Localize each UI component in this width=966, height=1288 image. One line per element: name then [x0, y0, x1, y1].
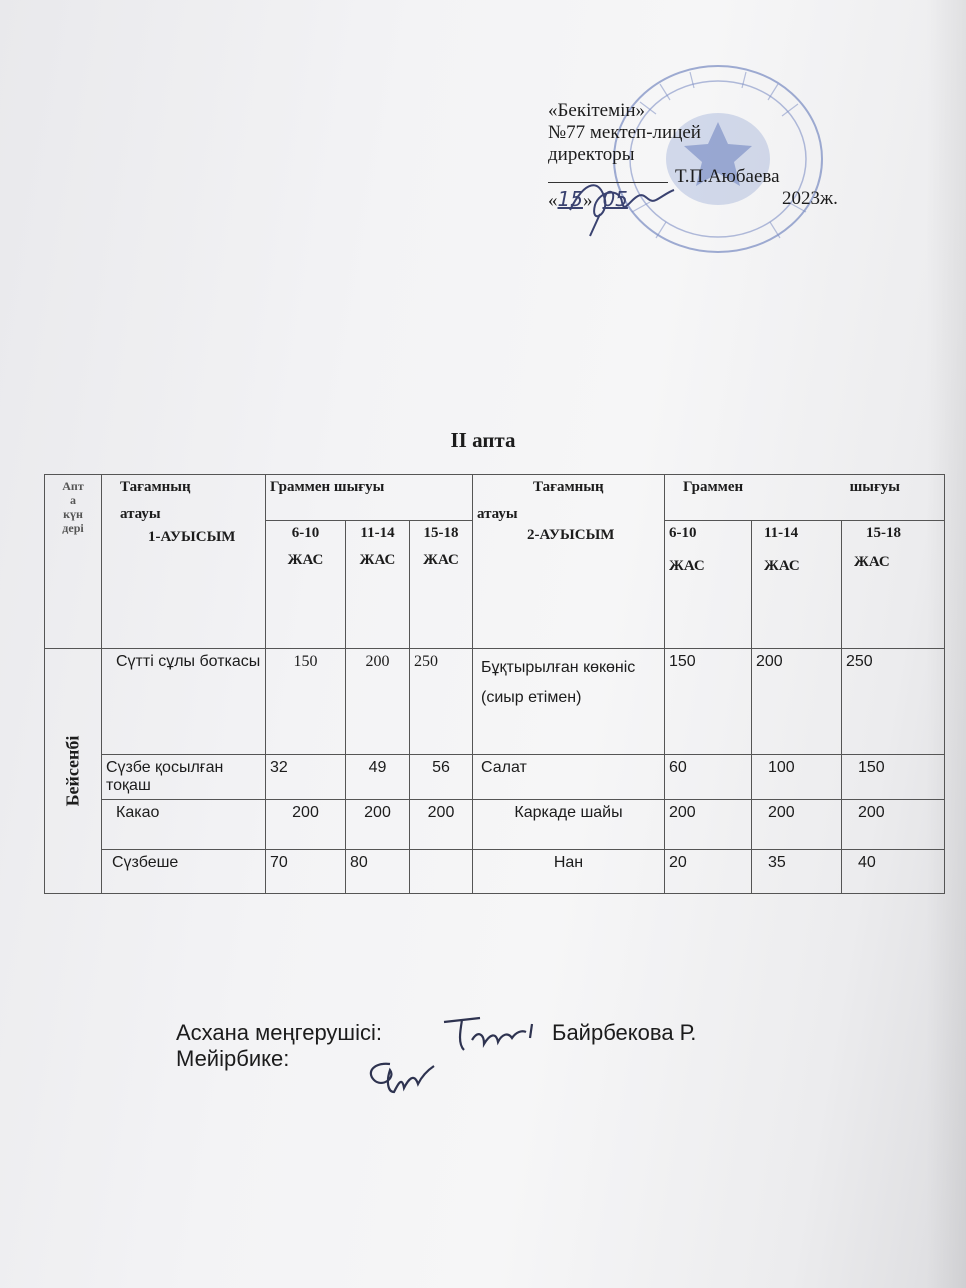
header-grams-shift1	[266, 475, 473, 521]
date-quote-close: »	[582, 190, 593, 211]
grams-cell: 35	[752, 850, 842, 894]
header-day-line1: Апт	[62, 479, 84, 493]
table-header-row-1	[45, 475, 945, 521]
dish1-cell: Сүзбе қосылған тоқаш	[102, 755, 266, 800]
grams-cell: 200	[346, 649, 410, 755]
nurse-label: Мейірбике:	[176, 1046, 290, 1071]
age-unit: ЖАС	[764, 558, 800, 574]
dish2-cell: Каркаде шайы	[473, 800, 665, 850]
age-unit: ЖАС	[359, 552, 396, 568]
school-name: №77 мектеп-лицей	[548, 122, 701, 143]
header-dish1-top: Тағамның	[120, 479, 191, 495]
grams-cell: 200	[266, 800, 346, 850]
age-range: 6-10	[669, 525, 697, 541]
dish1-cell: Какао	[102, 800, 266, 850]
header-day	[45, 475, 102, 649]
date-month: 05	[602, 187, 628, 211]
grams-cell: 40	[842, 850, 945, 894]
dish2-cell: Салат	[473, 755, 665, 800]
header-age-15-18-s2	[842, 521, 945, 649]
header-dish2-shift: 2-АУЫСЫМ	[527, 527, 615, 543]
grams-cell: 56	[410, 755, 473, 800]
nurse-signature	[360, 1058, 450, 1098]
table-row	[45, 755, 945, 800]
grams-cell: 250	[842, 649, 945, 755]
day-cell	[45, 649, 102, 894]
grams-cell	[410, 850, 473, 894]
grams-cell: 150	[665, 649, 752, 755]
header-age-15-18-s1	[410, 521, 473, 649]
age-unit: ЖАС	[423, 552, 459, 568]
chef-signature	[440, 1010, 540, 1060]
grams-cell: 200	[752, 649, 842, 755]
chef-label: Асхана меңгерушісі:	[176, 1020, 382, 1045]
grams-cell: 20	[665, 850, 752, 894]
director-title: директоры	[548, 144, 635, 165]
grams-cell: 60	[665, 755, 752, 800]
header-grams1-label: Граммен шығуы	[270, 479, 385, 495]
dish2-cell: Нан	[473, 850, 665, 894]
age-range: 15-18	[866, 525, 901, 541]
header-dish2-top: Тағамның	[533, 479, 604, 495]
menu-table	[44, 474, 945, 894]
header-day-line3: күн	[63, 507, 83, 521]
header-grams2-label-a: Граммен	[683, 479, 744, 495]
grams-cell: 150	[266, 649, 346, 755]
grams-cell: 32	[266, 755, 346, 800]
table-row	[45, 800, 945, 850]
grams-cell: 150	[842, 755, 945, 800]
day-name: Бейсенбі	[62, 735, 83, 807]
header-dish-shift2	[473, 475, 665, 649]
grams-cell: 200	[665, 800, 752, 850]
header-dish1-mid: атауы	[120, 506, 161, 522]
header-age-6-10-s2	[665, 521, 752, 649]
header-age-6-10-s1	[266, 521, 346, 649]
header-grams2-label-b: шығуы	[849, 479, 901, 495]
table-row	[45, 850, 945, 894]
date-day: 15	[557, 187, 583, 211]
date-year: 2023ж.	[782, 188, 838, 209]
signatures-footer	[176, 1020, 697, 1072]
age-unit: ЖАС	[287, 552, 324, 568]
chef-name: Байрбекова Р.	[552, 1020, 697, 1045]
grams-cell: 80	[346, 850, 410, 894]
header-age-11-14-s2	[752, 521, 842, 649]
header-day-line2: а	[70, 493, 76, 507]
age-range: 6-10	[291, 525, 320, 541]
age-unit: ЖАС	[854, 554, 890, 570]
table-row	[45, 649, 945, 755]
grams-cell: 200	[410, 800, 473, 850]
age-range: 15-18	[423, 525, 459, 541]
nurse-line	[176, 1046, 382, 1072]
header-dish2-mid: атауы	[477, 506, 518, 522]
dish1-cell: Сүтті сұлы боткасы	[102, 649, 266, 755]
grams-cell: 200	[752, 800, 842, 850]
grams-cell: 200	[346, 800, 410, 850]
dish2-cell: Бұқтырылған көкөніс (сиыр етімен)	[473, 649, 665, 755]
chef-line	[176, 1020, 697, 1046]
grams-cell: 70	[266, 850, 346, 894]
header-day-line4: дері	[62, 521, 84, 535]
header-age-11-14-s1	[346, 521, 410, 649]
age-range: 11-14	[360, 525, 395, 541]
date-quote-open: «	[548, 190, 558, 211]
approval-heading: «Бекітемін»	[548, 100, 646, 121]
director-name: Т.П.Аюбаева	[675, 166, 780, 187]
age-range: 11-14	[764, 525, 799, 541]
header-dish1-shift: 1-АУЫСЫМ	[148, 529, 236, 545]
dish1-cell: Сүзбеше	[102, 850, 266, 894]
grams-cell: 100	[752, 755, 842, 800]
week-title: ІІ апта	[450, 428, 516, 452]
director-signature	[557, 170, 680, 240]
header-dish-shift1	[102, 475, 266, 649]
age-unit: ЖАС	[669, 558, 705, 574]
grams-cell: 250	[410, 649, 473, 755]
header-grams-shift2	[665, 475, 945, 521]
grams-cell: 49	[346, 755, 410, 800]
grams-cell: 200	[842, 800, 945, 850]
